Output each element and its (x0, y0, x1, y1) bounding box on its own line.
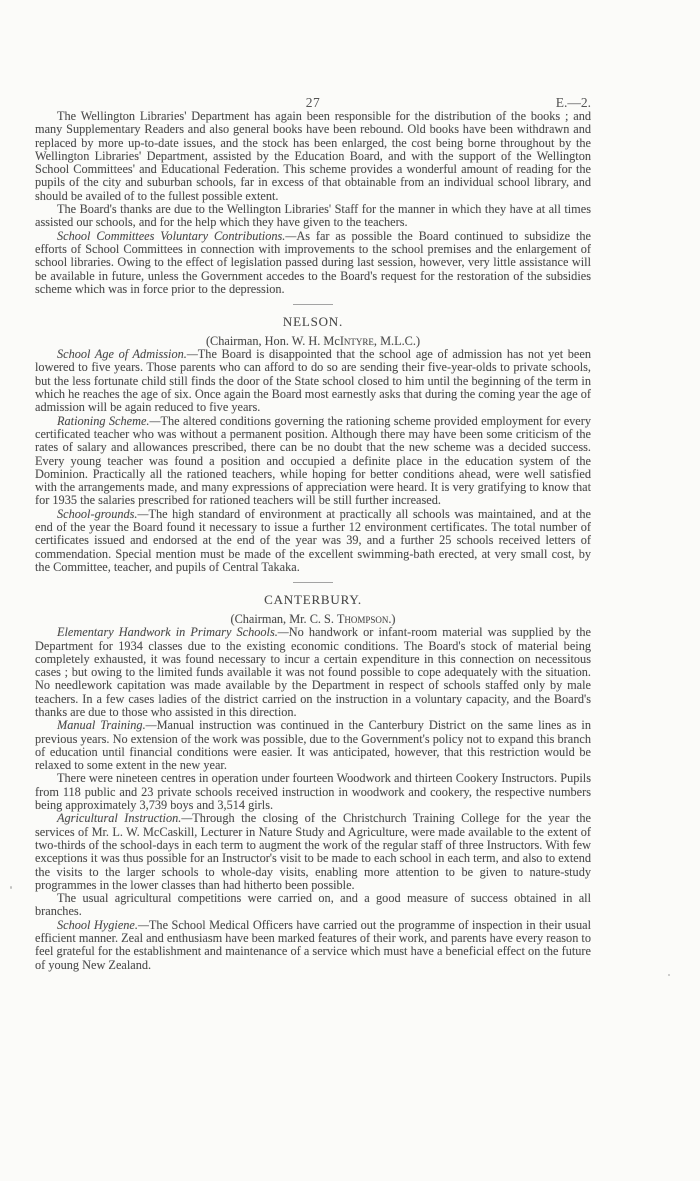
page-number: 27 (305, 95, 321, 110)
paragraph-board-thanks: The Board's thanks are due to the Wellington Libraries' Staff for the manner in which they have at all times assisted our schools, and for the help which they have given to the teachers. (35, 202, 591, 230)
section-divider (293, 582, 333, 583)
chairman-text-suffix: , M.L.C.) (373, 334, 421, 349)
paragraph-body-text: Through the closing of the Christchurch Training College for the year the services of Mr. L. W. McCaskill, Lecturer in Nature Study and Agriculture, were made available to the extent of two-thirds of the school-days in each term to augment the work of the regular staff of three Instructors. With few exceptions it was thus possible for an Instructor's visit to be made to each school in each term, and also to extend the visits to the larger schools to whole-day visits, enabling more attention to be given to nature-study programmes in the lower classes than had hitherto been possible. (35, 811, 591, 892)
chairman-line-canterbury (35, 612, 591, 626)
paragraph-body-text: Manual instruction was continued in the Canterbury District on the same lines as in previous years. No extension of the work was possible, due to the Government's policy not to expand this branch of education until financial conditions were easier. It was anticipated, however, that this restriction would be relaxed to some extent in the new year. (35, 718, 591, 773)
section-title-canterbury: CANTERBURY. (264, 592, 362, 608)
paragraph-school-hygiene (35, 919, 591, 972)
document-reference: E.—2. (555, 95, 591, 110)
paragraph-body-text: No handwork or infant-room material was supplied by the Department for 1934 classes due to the existing economic conditions. The Board's stock of material being completely exhausted, it was found necessary to incur a certain expenditure in this connection on necessitous cases ; but owing to the limited funds available it was not found possible to cope adequately with the situation. No needlework capitation was made available by the Department in respect of schools staffed only by male teachers. In a few cases ladies of the district carried on the instruction in a voluntary capacity, and the Board's thanks are due to those who assisted in this direction. (35, 625, 591, 719)
paragraph-lead-italic: Manual Training.— (57, 718, 157, 733)
paragraph-wellington-libraries: The Wellington Libraries' Department has again been responsible for the distribution of the books ; and many Supplementary Readers and also general books have been rebound. Old books have been withdrawn and replaced by more up-to-date issues, and the stock has been enlarged, the cost being borne throughout by the Wellington Libraries' Department, assisted by the Education Board, and with the support of the Wellington School Committees' and Educational Federation. This scheme provides a wonderful amount of reading for the pupils of the city and suburban schools, far in excess of that obtainable from an individual school library, and should be availed of to the fullest possible extent. (35, 109, 591, 203)
paragraph-woodwork-cookery-centres: There were nineteen centres in operation under fourteen Woodwork and thirteen Cookery Instructors. Pupils from 118 public and 23 private schools received instruction in woodwork and cookery, the respective numbers being approximately 3,739 boys and 3,514 girls. (35, 771, 591, 813)
scan-artifact-speck (668, 974, 670, 976)
paragraph-lead-italic: School Age of Admission.— (57, 347, 198, 362)
paragraph-manual-training (35, 719, 591, 772)
chairman-surname: Intyre (339, 334, 374, 349)
paragraph-agricultural-instruction (35, 812, 591, 892)
chairman-text: (Chairman, Hon. W. H. Mc (205, 334, 340, 349)
chairman-surname: hompson (344, 612, 389, 627)
paragraph-lead-italic: Agricultural Instruction.— (57, 811, 193, 826)
paragraph-agricultural-competitions: The usual agricultural competitions were carried on, and a good measure of success obtained in all branches. (35, 891, 591, 919)
paragraph-body-text: The high standard of environment at practically all schools was maintained, and at the end of the year the Board found it necessary to issue a further 12 environment certificates. The total number of certificates issued and endorsed at the end of the year was 39, and a further 25 schools received letters of commendation. Special mention must be made of the excellent swimming-bath erected, at very small cost, by the Committee, teacher, and pupils of Central Takaka. (35, 506, 591, 574)
paragraph-lead-italic: School Committees Voluntary Contributions.— (57, 228, 297, 243)
paragraph-school-committees-contributions (35, 230, 591, 296)
paragraph-lead-italic: Rationing Scheme.— (57, 413, 161, 428)
paragraph-body-text: As far as possible the Board continued to subsidize the efforts of School Committees in connection with improvements to the school premises and the enlargement of school libraries. Owing to the effect of legislation passed during last session, however, very little assistance will be available in future, unless the Government accedes to the Board's request for the restoration of the subsidies scheme which was in force prior to the depression. (35, 228, 591, 296)
scan-artifact-speck (10, 886, 12, 889)
text-block (35, 95, 591, 972)
paragraph-school-age-of-admission (35, 348, 591, 414)
paragraph-school-grounds (35, 508, 591, 574)
chairman-text-suffix: .) (388, 612, 396, 627)
paragraph-elementary-handwork (35, 626, 591, 719)
paragraph-body-text: The altered conditions governing the rationing scheme provided employment for every certificated teacher who was without a permanent position. Although there may have been some criticism of the rates of salary and allowances prescribed, there can be no doubt that the new scheme was a decided success. Every young teacher was found a position and occupied a definite place in the education system of the Dominion. Practically all the rationed teachers, while hoping for better conditions ahead, were well satisfied with the arrangements made, and many expressions of appreciation were heard. It is very gratifying to know that for 1935 the salaries prescribed for rationed teachers will be still further increased. (35, 413, 592, 508)
paragraph-lead-italic: School Hygiene.— (57, 917, 149, 932)
chairman-line-nelson (35, 334, 591, 348)
paragraph-body-text: The School Medical Officers have carried out the programme of inspection in their usual efficient manner. Zeal and enthusiasm have been marked features of their work, and parents have every reason to feel grateful for the establishment and maintenance of a service which must have a beneficial effect on the future of young New Zealand. (35, 917, 591, 972)
paragraph-rationing-scheme (35, 415, 591, 508)
paragraph-lead-italic: School-grounds.— (57, 506, 149, 521)
section-title-nelson: NELSON. (282, 314, 344, 330)
chairman-text: (Chairman, Mr. C. S. T (230, 612, 345, 627)
paragraph-lead-italic: Elementary Handwork in Primary Schools.— (57, 625, 289, 640)
section-divider (293, 304, 333, 305)
page-header (35, 95, 591, 110)
paragraph-body-text: The Board is disappointed that the school age of admission has not yet been lowered to five years. Those parents who can afford to do so are sending their five-year-olds to private schools, but the less fortunate child still finds the door of the State school closed to him until the beginning of the term in which he reaches the age of six. Once again the Board most earnestly asks that during the coming year the age of admission will be again reduced to five years. (35, 347, 591, 415)
